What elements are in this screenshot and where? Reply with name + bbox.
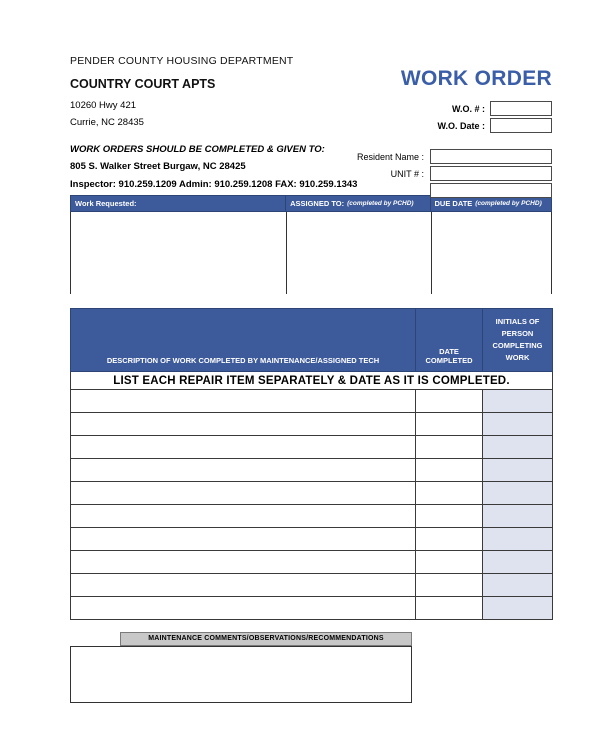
row-description[interactable] (71, 574, 416, 597)
resident-name-label: Resident Name : (356, 151, 424, 162)
submission-address: 805 S. Walker Street Burgaw, NC 28425 (70, 161, 246, 172)
row-initials[interactable] (483, 551, 553, 574)
table-row[interactable] (71, 551, 553, 574)
assigned-to-label: ASSIGNED TO: (290, 199, 345, 208)
table-row[interactable] (71, 597, 553, 620)
row-description[interactable] (71, 459, 416, 482)
row-description[interactable] (71, 413, 416, 436)
work-completed-table (70, 308, 553, 620)
page-title: WORK ORDER (400, 67, 552, 90)
wo-number-field (452, 101, 552, 116)
row-date-completed[interactable] (416, 436, 483, 459)
initials-line1: INITIALS OF (495, 317, 540, 326)
request-divider-2 (431, 212, 432, 294)
row-initials[interactable] (483, 505, 553, 528)
work-order-sheet (70, 55, 552, 703)
comments-input[interactable] (70, 646, 412, 703)
extra-field-input[interactable] (430, 183, 552, 198)
work-requested-label: Work Requested: (75, 199, 137, 208)
row-initials[interactable] (483, 413, 553, 436)
assigned-to-note: (completed by PCHD) (347, 200, 414, 207)
row-description[interactable] (71, 597, 416, 620)
row-date-completed[interactable] (416, 459, 483, 482)
wo-date-field (437, 118, 552, 133)
row-date-completed[interactable] (416, 528, 483, 551)
row-initials[interactable] (483, 436, 553, 459)
row-date-completed[interactable] (416, 482, 483, 505)
instruction-row (71, 372, 553, 390)
initials-line2: PERSON (501, 329, 534, 338)
row-date-completed[interactable] (416, 505, 483, 528)
due-date-label: DUE DATE (434, 199, 473, 208)
work-requested-header (71, 196, 285, 211)
table-row[interactable] (71, 436, 553, 459)
row-description[interactable] (71, 390, 416, 413)
row-date-completed[interactable] (416, 551, 483, 574)
property-address-line1: 10260 Hwy 421 (70, 100, 137, 111)
wo-number-label: W.O. # : (451, 103, 485, 114)
table-row[interactable] (71, 574, 553, 597)
row-description[interactable] (71, 482, 416, 505)
assigned-to-header (285, 196, 429, 211)
initials-header (483, 309, 553, 372)
wo-number-input[interactable] (490, 101, 552, 116)
table-row[interactable] (71, 390, 553, 413)
row-initials[interactable] (483, 528, 553, 551)
row-date-completed[interactable] (416, 597, 483, 620)
table-header-row (71, 309, 553, 372)
row-description[interactable] (71, 528, 416, 551)
spacer (70, 294, 552, 308)
document-header (70, 55, 552, 195)
row-description[interactable] (71, 436, 416, 459)
date-completed-line2: COMPLETED (425, 356, 473, 365)
row-description[interactable] (71, 505, 416, 528)
row-date-completed[interactable] (416, 413, 483, 436)
description-header (71, 309, 416, 372)
contact-numbers: Inspector: 910.259.1209 Admin: 910.259.1208 FAX: 910.259.1343 (70, 179, 358, 190)
date-completed-header (416, 309, 483, 372)
table-row[interactable] (71, 482, 553, 505)
department-name: PENDER COUNTY HOUSING DEPARTMENT (70, 55, 294, 67)
date-completed-line1: DATE (439, 347, 459, 356)
row-initials[interactable] (483, 597, 553, 620)
wo-date-label: W.O. Date : (437, 120, 485, 131)
table-row[interactable] (71, 459, 553, 482)
row-date-completed[interactable] (416, 574, 483, 597)
property-address-line2: Currie, NC 28435 (70, 117, 144, 128)
unit-number-input[interactable] (430, 166, 552, 181)
date-completed-header-label (416, 347, 482, 371)
table-row[interactable] (71, 528, 553, 551)
row-initials[interactable] (483, 482, 553, 505)
comments-header: MAINTENANCE COMMENTS/OBSERVATIONS/RECOMMENDATIONS (120, 632, 412, 646)
instruction-text: LIST EACH REPAIR ITEM SEPARATELY & DATE AS IT IS COMPLETED. (71, 372, 553, 390)
submission-notice: WORK ORDERS SHOULD BE COMPLETED & GIVEN TO: (70, 144, 325, 155)
property-name: COUNTRY COURT APTS (70, 77, 216, 91)
row-date-completed[interactable] (416, 390, 483, 413)
comments-section (70, 632, 552, 703)
request-divider-1 (286, 212, 287, 294)
initials-line4: WORK (505, 353, 530, 362)
due-date-header (430, 196, 552, 211)
resident-name-field (357, 149, 552, 164)
unit-number-label: UNIT # : (390, 168, 424, 179)
row-initials[interactable] (483, 574, 553, 597)
description-header-label: DESCRIPTION OF WORK COMPLETED BY MAINTENANCE/ASSIGNED TECH (106, 356, 380, 365)
extra-field (424, 183, 552, 198)
row-initials[interactable] (483, 390, 553, 413)
request-body-area[interactable] (70, 212, 552, 294)
wo-date-input[interactable] (490, 118, 552, 133)
unit-number-field (391, 166, 552, 181)
initials-line3: COMPLETING (492, 341, 543, 350)
row-initials[interactable] (483, 459, 553, 482)
row-description[interactable] (71, 551, 416, 574)
table-row[interactable] (71, 505, 553, 528)
table-row[interactable] (71, 413, 553, 436)
due-date-note: (completed by PCHD) (475, 200, 542, 207)
resident-name-input[interactable] (430, 149, 552, 164)
